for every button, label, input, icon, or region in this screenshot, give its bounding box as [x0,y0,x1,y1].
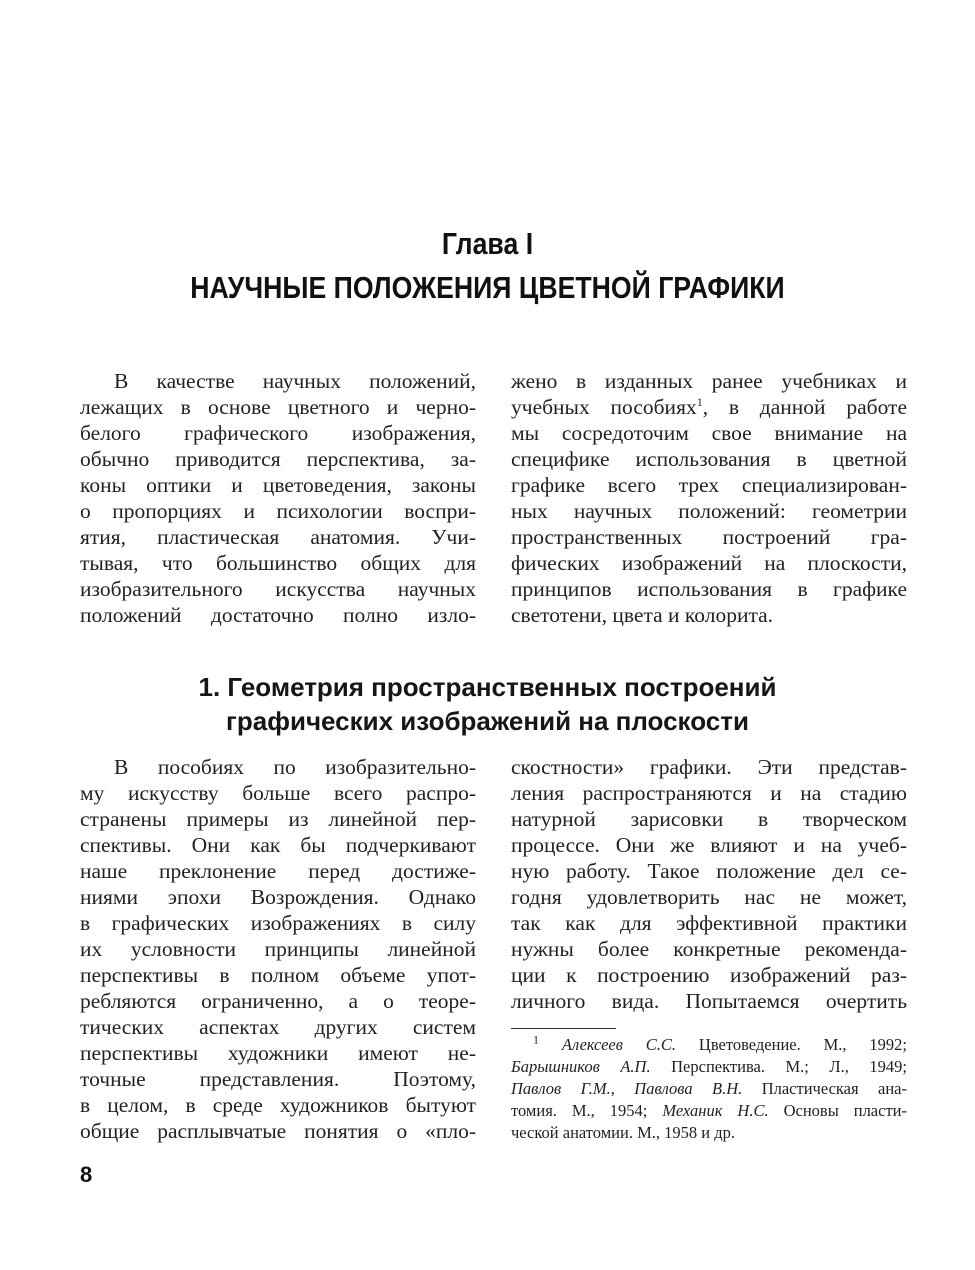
text-line: жено в изданных ранее учебниках и [511,369,907,393]
section-title-line-2: графических изображений на плоскости [226,706,749,736]
text-line: тических аспектах других систем [80,1015,476,1039]
text-line: белого графического изображения, [80,421,476,445]
text-line: годня удовлетворить нас не может, [511,885,907,909]
footnote-author: Механик Н.С. [662,1101,769,1120]
footnote-line [511,1034,907,1056]
text-line: изобразительного искусства научных [80,577,476,601]
text-fragment: , в данной работе [702,395,907,419]
footnote-line: ческой анатомии. М., 1958 и др. [511,1123,735,1142]
text-line: му искусству больше всего распро- [80,781,476,805]
text-line: обычно приводится перспектива, за- [80,447,476,471]
chapter-label: Глава I [441,226,534,261]
body-left-column [80,754,476,1144]
footnote [511,1034,907,1144]
page-number: 8 [80,1162,93,1187]
text-line: в графических изображениях в силу [80,911,476,935]
text-line: личного вида. Попытаемся очертить [511,989,907,1013]
footnote-ref: 1 [696,394,703,409]
text-line: скостности» графики. Эти представ- [511,755,907,779]
footnote-text: томия. М., 1954; [511,1101,663,1120]
text-line: точные представления. Поэтому, [80,1067,476,1091]
footnote-line [511,1056,907,1078]
footnote-text: Цветоведение. М., 1992; [676,1035,907,1054]
text-line: ления распространяются и на стадию [511,781,907,805]
section-title-line-1: 1. Геометрия пространственных построений [198,672,777,702]
text-line: процессе. Они же влияют и на учеб- [511,833,907,857]
text-line: странены примеры из линейной пер- [80,807,476,831]
text-line: графике всего трех специализирован- [511,473,907,497]
text-line: их условности принципы линейной [80,937,476,961]
footnote-text: Основы пласти- [768,1101,907,1120]
footnote-divider [511,1028,616,1029]
footnote-marker: 1 [533,1032,539,1047]
text-line: ребляются ограниченно, а о теоре- [80,989,476,1013]
text-line: пространственных построений гра- [511,525,907,549]
text-line: спективы. Они как бы подчеркивают [80,833,476,857]
text-line: нужны более конкретные рекоменда- [511,937,907,961]
intro-right-column [511,368,907,628]
text-line: коны оптики и цветоведения, законы [80,473,476,497]
chapter-title: НАУЧНЫЕ ПОЛОЖЕНИЯ ЦВЕТНОЙ ГРАФИКИ [190,270,785,305]
text-line: специфике использования в цветной [511,447,907,471]
text-line: лежащих в основе цветного и черно- [80,395,476,419]
text-line: ниями эпохи Возрождения. Однако [80,885,476,909]
text-line: так как для эффективной практики [511,911,907,935]
text-line: перспективы в полном объеме упот- [80,963,476,987]
text-line: в целом, в среде художников бытуют [80,1093,476,1117]
text-line: о пропорциях и психологии воспри- [80,499,476,523]
text-line: общие расплывчатые понятия о «пло- [80,1119,476,1143]
intro-left-column [80,368,476,628]
footnote-text: Пластическая ана- [742,1079,907,1098]
text-line: перспективы художники имеют не- [80,1041,476,1065]
footnote-text: Перспектива. М.; Л., 1949; [650,1057,908,1076]
text-line: фических изображений на плоскости, [511,551,907,575]
footnote-line [511,1078,907,1100]
text-line: тывая, что большинство общих для [80,551,476,575]
text-line: светотени, цвета и колорита. [511,603,774,627]
body-right-column [511,754,907,1014]
text-line: ятия, пластическая анатомия. Учи- [80,525,476,549]
text-fragment: учебных пособиях [511,395,697,419]
text-line: мы сосредоточим свое внимание на [511,421,907,445]
footnote-author: Барышников А.П. [511,1057,651,1076]
text-line: В качестве научных положений, [114,369,476,393]
text-line: положений достаточно полно изло- [80,603,476,627]
text-line: принципов использования в графике [511,577,907,601]
footnote-author: Павлов Г.М., Павлова В.Н. [511,1079,743,1098]
text-line: ных научных положений: геометрии [511,499,907,523]
footnote-author: Алексеев С.С. [561,1035,677,1054]
text-line: В пособиях по изобразительно- [114,755,476,779]
text-line-with-footnote-ref [511,394,907,420]
footnote-line [511,1100,907,1122]
text-line: натурной зарисовки в творческом [511,807,907,831]
text-line: ную работу. Такое положение дел се- [511,859,907,883]
text-line: наше преклонение перед достиже- [80,859,476,883]
text-line: ции к построению изображений раз- [511,963,907,987]
